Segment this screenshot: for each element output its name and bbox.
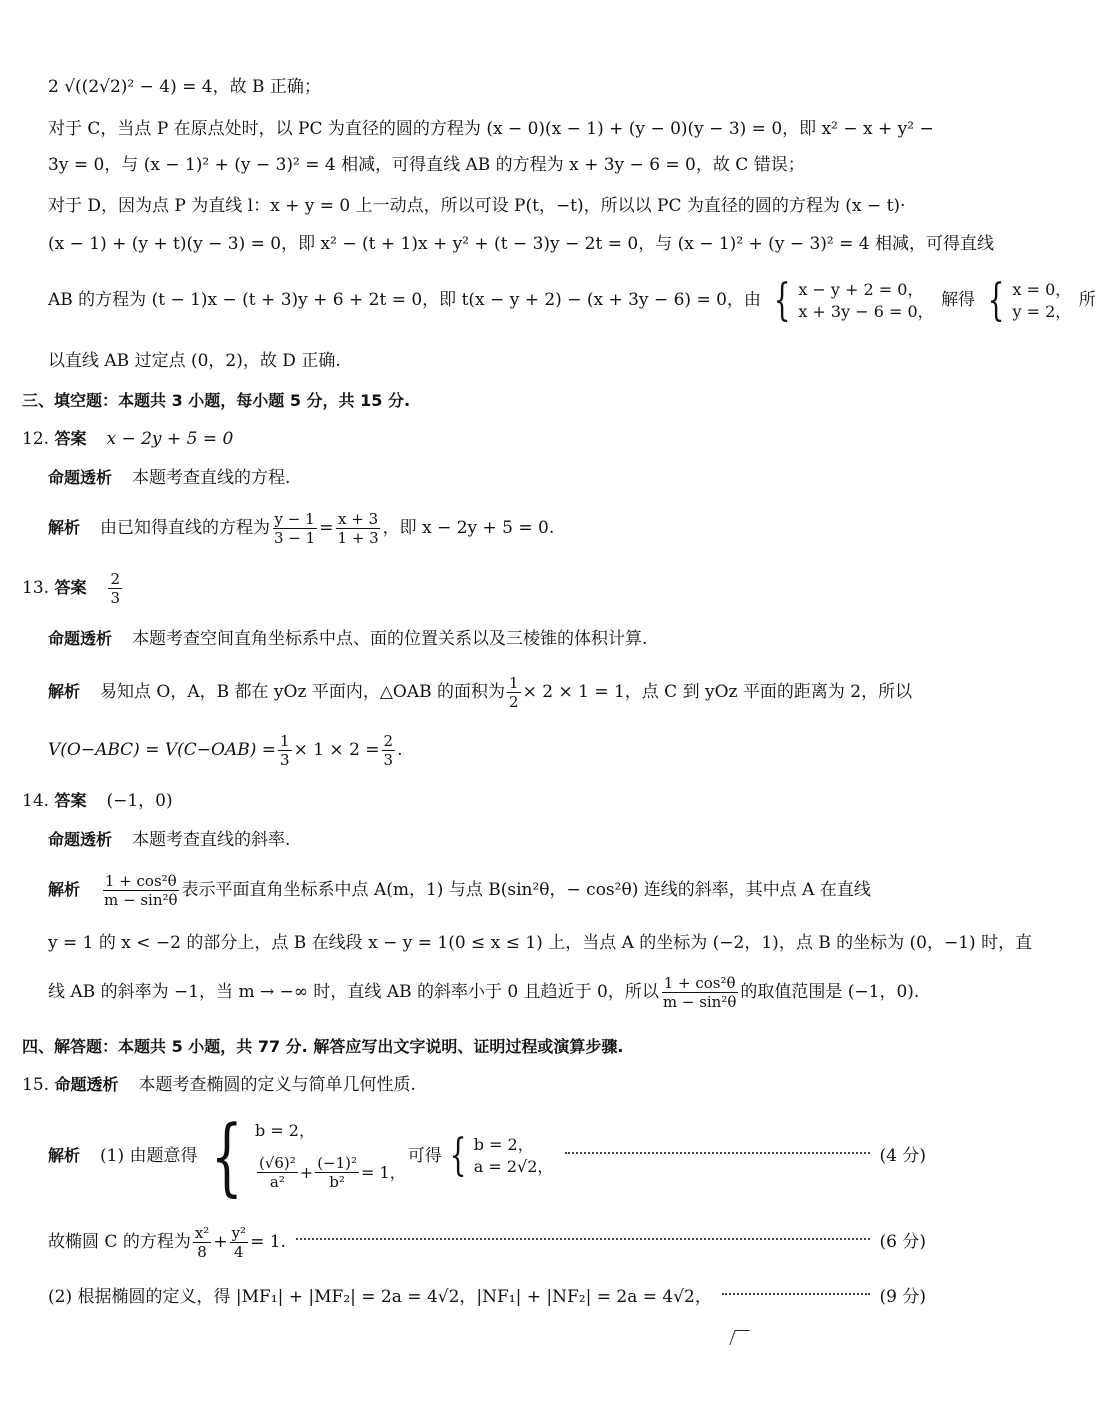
q12-analysis-row: 命题透析 本题考查直线的方程. — [48, 468, 291, 488]
q13-solution-row-2: V(O−ABC) = V(C−OAB) = $\frac{1}{3}$ × 1 × 2 = $\frac{2}{3}$ . — [48, 732, 403, 769]
score: (4 分) — [879, 1146, 926, 1166]
equation-system: { x − y + 2 = 0， x + 3y − 6 = 0， — [773, 274, 934, 326]
page-corner-mark — [729, 1330, 749, 1345]
section-heading-answer: 四、解答题：本题共 5 小题，共 77 分. 解答应写出文字说明、证明过程或演算步骤. — [22, 1037, 624, 1056]
d-line-3: AB 的方程为 (t − 1)x − (t + 3)y + 6 + 2t = 0，即 t(x − y + 2) − (x + 3y − 6) = 0，由 { x − y + 2 = 0， x + 3y − 6 = 0， 解得 { x = 0， y = 2， 所 — [48, 274, 1096, 326]
q13-analysis-row: 命题透析 本题考查空间直角坐标系中点、面的位置关系以及三棱锥的体积计算. — [48, 629, 648, 649]
c-line-2: 3y = 0，与 (x − 1)² + (y − 3)² = 4 相减，可得直线 AB 的方程为 x + 3y − 6 = 0，故 C 错误； — [48, 155, 805, 175]
condition-system: { b = 2， $\frac{\text{(√6)²}}{\text{a²}}$ + $\frac{\text{(−1)²}}{\text{b²}}$ = 1， — [210, 1107, 406, 1205]
q13-answer-row: 13. 答案 $\frac{2}{3}$ — [22, 570, 121, 607]
q15-step-1: 解析 (1) 由题意得 { b = 2， $\frac{\text{(√6)²}}{\text{a²}}$ + $\frac{\text{(−1)²}}{\text{b²}}$ = 1， 可得 { b = 2， a = 2√2， (4 分) — [48, 1107, 926, 1205]
c-line-1: 对于 C，当点 P 在原点处时，以 PC 为直径的圆的方程为 (x − 0)(x − 1) + (y − 0)(y − 3) = 0，即 x² − x + y² − — [48, 119, 934, 139]
solution-system: { x = 0， y = 2， — [988, 274, 1072, 326]
score: (6 分) — [879, 1232, 926, 1252]
q14-analysis-row: 命题透析 本题考查直线的斜率. — [48, 830, 291, 850]
d-line-1: 对于 D，因为点 P 为直线 l：x + y = 0 上一动点，所以可设 P(t，−t)，所以以 PC 为直径的圆的方程为 (x − t)· — [48, 196, 906, 216]
section-heading-fill-blank: 三、填空题：本题共 3 小题，每小题 5 分，共 15 分. — [22, 391, 411, 410]
score: (9 分) — [879, 1287, 926, 1307]
q12-solution-row: 解析 由已知得直线的方程为 $\frac{y - 1}{3 - 1}$ = $\frac{x + 3}{1 + 3}$ ，即 x − 2y + 5 = 0. — [48, 510, 555, 547]
q12-answer-row: 12. 答案 x − 2y + 5 = 0 — [22, 429, 234, 449]
result-system: { b = 2， a = 2√2， — [449, 1130, 554, 1181]
q15-step-2: 故椭圆 C 的方程为 $\frac{\text{x²}}{8}$ + $\frac{\text{y²}}{4}$ = 1. (6 分) — [48, 1223, 926, 1261]
q14-solution-row-2: y = 1 的 x < −2 的部分上，点 B 在线段 x − y = 1(0 ≤ x ≤ 1) 上，当点 A 的坐标为 (−2，1)，点 B 的坐标为 (0，−1) 时，直 — [48, 933, 1033, 953]
q15-step-3: (2) 根据椭圆的定义，得 |MF₁| + |MF₂| = 2a = 4√2，|NF₁| + |NF₂| = 2a = 4√2， (9 分) — [48, 1287, 926, 1307]
d-line-4: 以直线 AB 过定点 (0，2)，故 D 正确. — [48, 351, 341, 371]
q14-answer-row: 14. 答案 (−1，0) — [22, 791, 173, 811]
d-line-2: (x − 1) + (y + t)(y − 3) = 0，即 x² − (t + 1)x + y² + (t − 3)y − 2t = 0，与 (x − 1)² + (y − 3)² = 4 相减，可得直线 — [48, 234, 995, 254]
q14-solution-row-3: 线 AB 的斜率为 −1，当 m → −∞ 时，直线 AB 的斜率小于 0 且趋近于 0，所以 $\frac{\text{1 + cos²θ}}{\text{m − sin²θ}}$ 的取值范围是 (−1，0). — [48, 974, 920, 1011]
q14-solution-row-1: 解析 $\frac{\text{1 + cos²θ}}{\text{m − sin²θ}}$ 表示平面直角坐标系中点 A(m，1) 与点 B(sin²θ，− cos²θ) 连线的斜率，其中点 A 在直线 — [48, 872, 871, 909]
b-conclusion-line: 2 √((2√2)² − 4) = 4，故 B 正确； — [48, 77, 321, 97]
q13-solution-row-1: 解析 易知点 O，A，B 都在 yOz 平面内，△OAB 的面积为 $\frac{1}{2}$ × 2 × 1 = 1，点 C 到 yOz 平面的距离为 2，所以 — [48, 674, 913, 711]
q15-analysis-row: 15. 命题透析 本题考查椭圆的定义与简单几何性质. — [22, 1075, 416, 1095]
